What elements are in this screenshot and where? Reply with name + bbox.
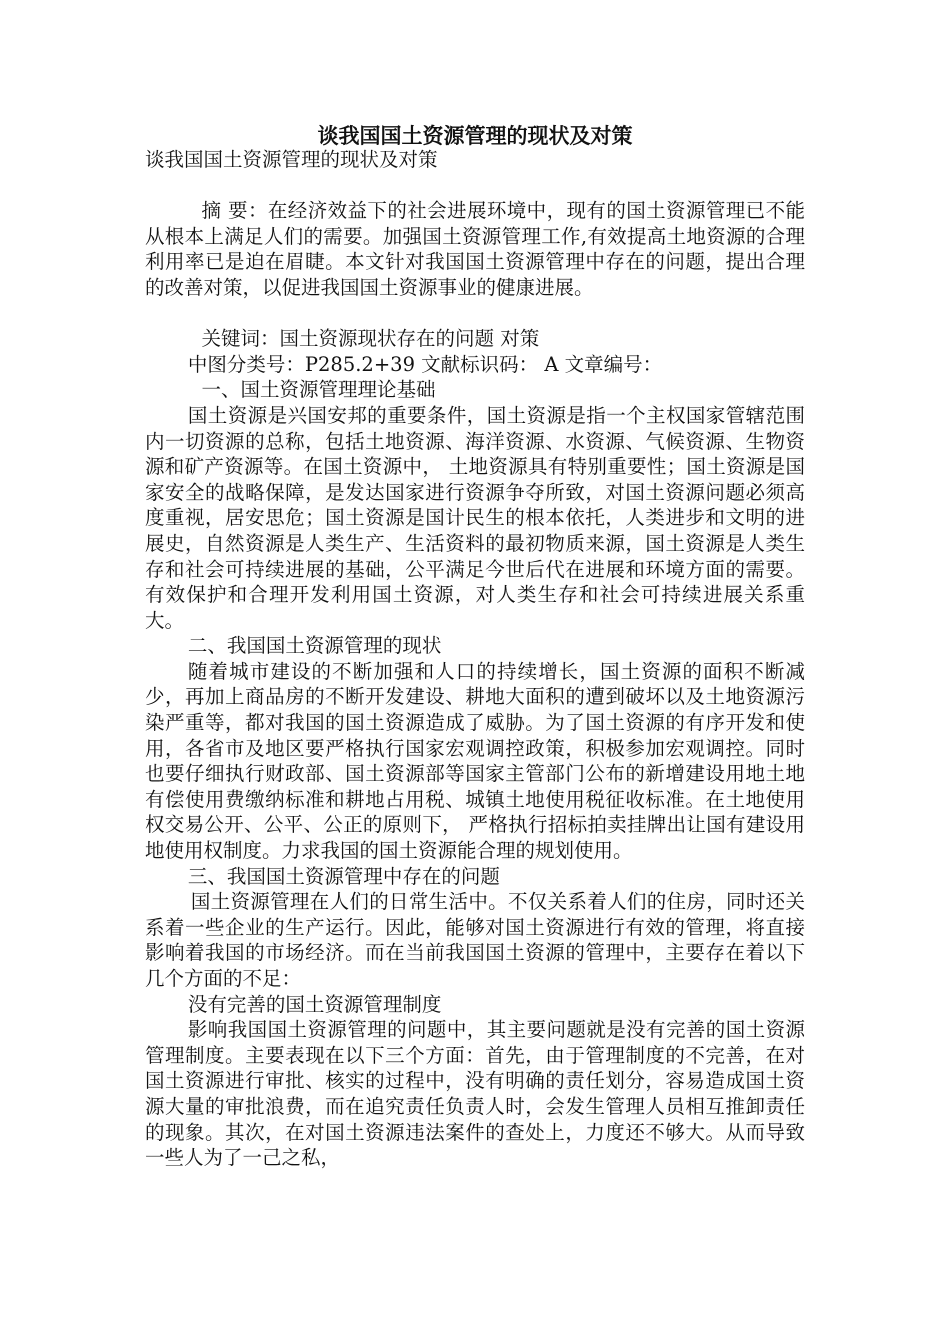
abstract-paragraph: 摘 要：在经济效益下的社会进展环境中，现有的国土资源管理已不能从根本上满足人们的需要。加强国土资源管理工作,有效提高土地资源的合理利用率已是迫在眉睫。本文针对我国国土资源管理中存在的问题，提出合理的改善对策，以促进我国国土资源事业的健康进展。: [145, 199, 805, 299]
document-subtitle: 谈我国国土资源管理的现状及对策: [145, 148, 438, 171]
section-1-paragraph: 国土资源是兴国安邦的重要条件，国土资源是指一个主权国家管辖范围内一切资源的总称，包括土地资源、海洋资源、水资源、气候资源、生物资源和矿产资源等。在国土资源中， 土地资源具有特别重要性；国土资源是国家安全的战略保障，是发达国家进行资源争夺所致，对国土资源问题必须高度重视，居安思危；国土资源是国计民生的根本依托，人类进步和文明的进展史，自然资源是人类生产、生活资料的最初物质来源，国土资源是人类生存和社会可持续进展的基础，公平满足今世后代在进展和环境方面的需要。有效保护和合理开发利用国土资源，对人类生存和社会可持续进展关系重大。: [145, 403, 805, 632]
section-2-paragraph: 随着城市建设的不断加强和人口的持续增长，国土资源的面积不断减少，再加上商品房的不断开发建设、耕地大面积的遭到破坏以及土地资源污染严重等，都对我国的国土资源造成了威胁。为了国土资源的有序开发和使用，各省市及地区要严格执行国家宏观调控政策，积极参加宏观调控。同时也要仔细执行财政部、国土资源部等国家主管部门公布的新增建设用地土地有偿使用费缴纳标准和耕地占用税、城镇土地使用税征收标准。在土地使用权交易公开、公平、公正的原则下， 严格执行招标拍卖挂牌出让国有建设用地使用权制度。力求我国的国土资源能合理的规划使用。: [145, 659, 805, 863]
subsection-heading: 没有完善的国土资源管理制度: [187, 992, 442, 1016]
blank-line: [145, 173, 805, 199]
classification-line: 中图分类号：P285.2+39 文献标识码： A 文章编号：: [187, 352, 663, 376]
document-title: 谈我国国土资源管理的现状及对策: [317, 123, 633, 148]
keywords-line: 关键词：国土资源现状存在的问题 对策: [201, 327, 540, 351]
section-3-heading: 三、我国国土资源管理中存在的问题: [187, 864, 500, 888]
section-1-heading: 一、国土资源管理理论基础: [201, 378, 436, 402]
section-2-heading: 二、我国国土资源管理的现状: [187, 634, 442, 658]
document-body: [145, 147, 805, 1171]
section-3-paragraph: 国土资源管理在人们的日常生活中。不仅关系着人们的住房，同时还关系着一些企业的生产运行。因此，能够对国土资源进行有效的管理，将直接影响着我国的市场经济。而在当前我国国土资源的管理中，主要存在着以下几个方面的不足：: [145, 890, 805, 990]
subsection-paragraph: 影响我国国土资源管理的问题中，其主要问题就是没有完善的国土资源管理制度。主要表现在以下三个方面：首先，由于管理制度的不完善，在对国土资源进行审批、核实的过程中，没有明确的责任划分，容易造成国土资源大量的审批浪费，而在追究责任负责人时，会发生管理人员相互推卸责任的现象。其次，在对国土资源违法案件的查处上，力度还不够大。从而导致一些人为了一己之私，: [145, 1018, 805, 1170]
blank-line: [145, 301, 805, 327]
